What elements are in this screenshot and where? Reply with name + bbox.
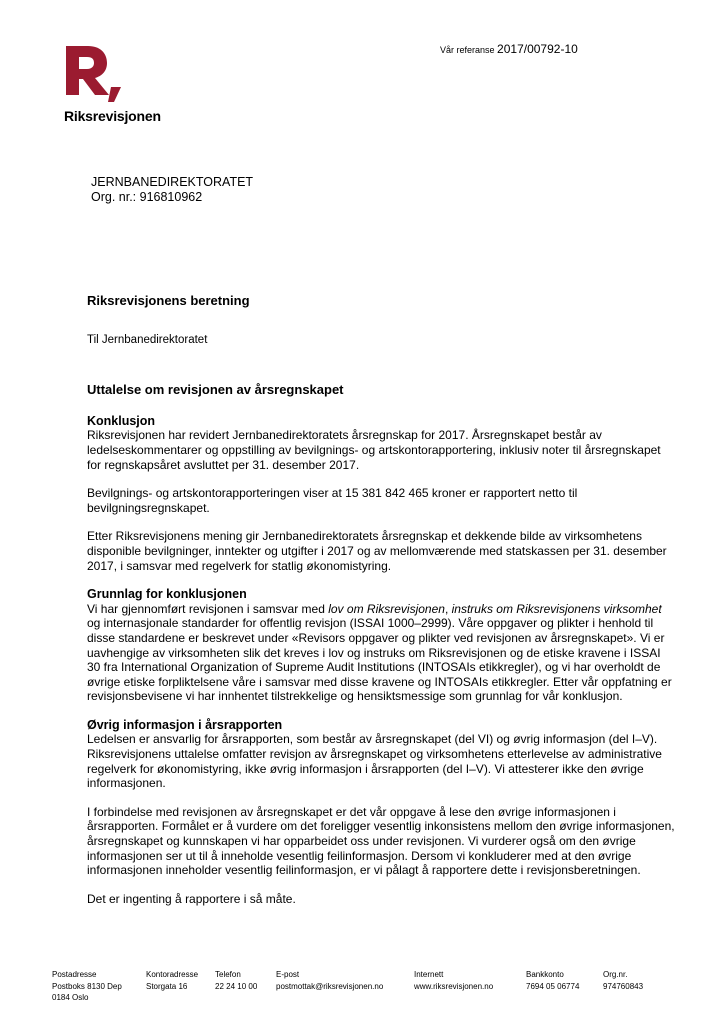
footer-orgnr-label: Org.nr.: [603, 970, 628, 979]
reference-number: 2017/00792-10: [497, 42, 578, 56]
footer-orgnr-line1: 974760843: [603, 981, 644, 991]
footer-kontoradresse-line1: Storgata 16: [146, 981, 188, 991]
logo-r-icon: [64, 44, 124, 106]
footer-postadresse: [52, 969, 122, 1004]
footer-telefon-line1: 22 24 10 00: [215, 981, 258, 991]
riksrevisjonen-logo: [64, 44, 124, 106]
section-title: Uttalelse om revisjonen av årsregnskapet: [87, 382, 344, 398]
konklusjon-paragraph-3: Etter Riksrevisjonens mening gir Jernbanedirektoratets årsregnskap et dekkende bilde av virksomhetens disponible bevilgninger, inntekter og utgifter i 2017 og av mellomværende med statskassen per 31. desember 2017, i samsvar med regelverk for statlig økonomistyring.: [87, 529, 667, 573]
reference: [440, 42, 578, 56]
ovrig-paragraph-1: Ledelsen er ansvarlig for årsrapporten, som består av årsregnskapet (del VI) og øvrig informasjon (del I–V). Riksrevisjonens uttalelse omfatter revisjon av årsregnskapet og virksomhetens etterlevelse av administrative regelverk for økonomistyring, ikke øvrig informasjon i årsrapporten (del I–V). Vi attesterer ikke den øvrige informasjonen.: [87, 732, 662, 791]
report-addressee: Til Jernbanedirektoratet: [87, 333, 208, 346]
footer-epost-line1[interactable]: postmottak@riksrevisjonen.no: [276, 981, 384, 991]
reference-label: Vår referanse: [440, 45, 495, 55]
footer-bankkonto: [526, 969, 579, 992]
ovrig-paragraph-2: I forbindelse med revisjonen av årsregnskapet er det vår oppgave å lese den øvrige informasjonen i årsrapporten. Formålet er å vurdere om det foreligger vesentlig inkonsistens mellom den øvrige informasjonen, årsregnskapet og kunnskapen vi har opparbeidet oss under revisjonen. Vi vurderer også om den øvrige informasjonen ser ut til å inneholde vesentlig feilinformasjon. Dersom vi konkluderer med at den øvrige informasjonen inneholder vesentlig feilinformasjon, er vi pålagt å rapportere dette i revisjonsberetningen.: [87, 804, 675, 878]
footer-postadresse-line1: Postboks 8130 Dep: [52, 981, 122, 991]
konklusjon-paragraph-2: Bevilgnings- og artskontorapporteringen viser at 15 381 842 465 kroner er rapportert netto til bevilgningsregnskapet.: [87, 486, 578, 515]
footer-telefon-label: Telefon: [215, 970, 241, 979]
footer-epost-label: E-post: [276, 970, 300, 979]
footer-postadresse-line2: 0184 Oslo: [52, 993, 89, 1002]
grunnlag-italic-instruction: instruks om Riksrevisjonens virksomhet: [451, 601, 662, 616]
report-title: Riksrevisjonens beretning: [87, 293, 250, 308]
footer-orgnr: [603, 969, 643, 992]
grunnlag-italic-law: lov om Riksrevisjonen: [328, 601, 445, 616]
recipient-block: [91, 175, 253, 205]
footer-kontoradresse: [146, 969, 198, 992]
logo-name: Riksrevisjonen: [64, 108, 161, 124]
heading-grunnlag: Grunnlag for konklusjonen: [87, 587, 247, 602]
footer-telefon: [215, 969, 257, 992]
footer-internett-line1[interactable]: www.riksrevisjonen.no: [414, 981, 494, 991]
grunnlag-text-b: ,: [444, 601, 452, 616]
report-body: [87, 294, 677, 906]
footer-internett-label: Internett: [414, 970, 444, 979]
footer-bankkonto-line1: 7694 05 06774: [526, 981, 580, 991]
footer-kontoradresse-label: Kontoradresse: [146, 970, 199, 979]
heading-konklusjon: Konklusjon: [87, 413, 156, 428]
konklusjon-paragraph-1: Riksrevisjonen har revidert Jernbanedirektoratets årsregnskap for 2017. Årsregnskapet består av ledelseskommentarer og oppstilling av bevilgnings- og artskontorapportering, inklusiv noter til årsregnskapet for regnskapsåret avsluttet per 31. desember 2017.: [87, 428, 661, 472]
footer-bankkonto-label: Bankkonto: [526, 970, 564, 979]
grunnlag-text-a: Vi har gjennomført revisjonen i samsvar med: [87, 601, 329, 616]
footer-postadresse-label: Postadresse: [52, 970, 97, 979]
recipient-name: JERNBANEDIREKTORATET: [91, 175, 254, 189]
ovrig-paragraph-3: Det er ingenting å rapportere i så måte.: [87, 891, 296, 906]
grunnlag-paragraph: [87, 602, 677, 704]
footer-epost: [276, 969, 383, 992]
grunnlag-text-c: og internasjonale standarder for offentlig revisjon (ISSAI 1000–2999). Våre oppgaver og plikter i henhold til disse standardene er beskrevet under «Revisors oppgaver og plikter ved revisjonen av årsregnskapet». Vi er uavhengige av virksomheten slik det kreves i lov og instruks om Riksrevisjonen og de etiske kravene i ISSAI 30 fra International Organization of Supreme Audit Institutions (INTOSAIs etikkregler), og vi har overholdt de øvrige etiske forpliktelsene våre i samsvar med disse kravene og INTOSAIs etikkregler. Etter vår oppfatning er revisjonsbevisene vi har innhentet tilstrekkelige og hensiktsmessige som grunnlag for vår konklusjon.: [87, 616, 672, 704]
recipient-org-nr: Org. nr.: 916810962: [91, 190, 203, 204]
heading-ovrig: Øvrig informasjon i årsrapporten: [87, 717, 283, 732]
footer-internett: [414, 969, 493, 992]
